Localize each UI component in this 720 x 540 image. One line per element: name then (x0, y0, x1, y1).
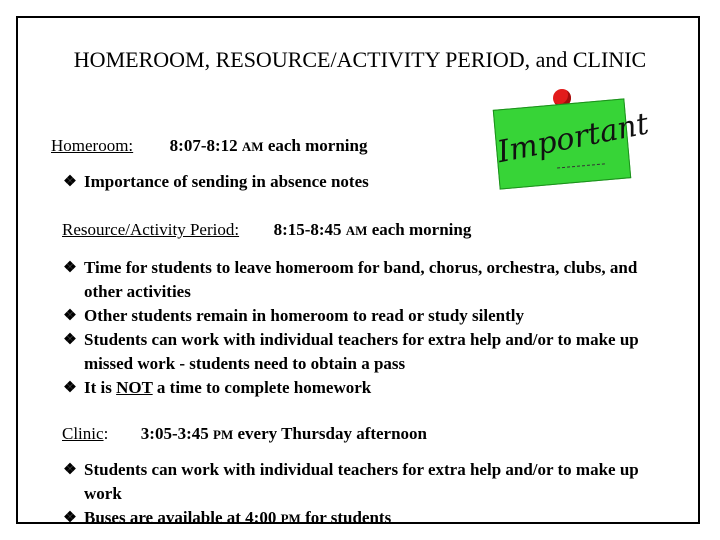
resource-suffix: each morning (371, 220, 472, 239)
homeroom-line (51, 136, 367, 156)
resource-bullets (58, 256, 668, 400)
diamond-bullet-icon: ❖ (63, 462, 77, 478)
diamond-bullet-icon: ❖ (63, 308, 77, 324)
clinic-label: Clinic (62, 424, 104, 443)
clinic-bullets (58, 458, 668, 524)
resource-ampm: AM (345, 223, 368, 238)
diamond-bullet-icon: ❖ (63, 260, 77, 276)
important-sticky-note (493, 98, 652, 189)
homeroom-suffix: each morning (267, 136, 368, 155)
slide (16, 16, 700, 524)
diamond-bullet-icon: ❖ (63, 380, 77, 396)
list-item: ❖ Students can work with individual teachers for extra help and/or to make up work (63, 460, 639, 503)
resource-line (62, 220, 471, 240)
resource-time: 8:15-8:45 (273, 220, 342, 239)
homeroom-ampm: AM (241, 139, 264, 154)
clinic-line: Clinic: 3:05-3:45 PM every Thursday afternoon (62, 424, 428, 443)
list-item: ❖ Importance of sending in absence notes (58, 170, 488, 194)
resource-label: Resource/Activity Period: (62, 220, 240, 239)
list-item: ❖ Buses are available at 4:00 PM for students (58, 506, 668, 524)
diamond-bullet-icon: ❖ (63, 510, 77, 524)
list-item: ❖ Other students remain in homeroom to read or study silently (58, 304, 668, 328)
page-title: HOMEROOM, RESOURCE/ACTIVITY PERIOD, and CLINIC (73, 47, 647, 72)
clinic-time: 3:05-3:45 (140, 424, 209, 443)
list-item: ❖ It is NOT a time to complete homework (58, 376, 668, 400)
not-emphasis: NOT (116, 378, 153, 397)
sticky-note-text: Important (494, 106, 652, 171)
homeroom-bullets (58, 170, 488, 194)
homeroom-time: 8:07-8:12 (169, 136, 238, 155)
diamond-bullet-icon: ❖ (63, 174, 77, 190)
homeroom-label: Homeroom: (51, 136, 134, 155)
sticky-note-scribble (557, 163, 605, 168)
clinic-suffix: every Thursday afternoon (237, 424, 428, 443)
diamond-bullet-icon: ❖ (63, 332, 77, 348)
clinic-ampm: PM (213, 427, 234, 442)
list-item: ❖ Students can work with individual teachers for extra help and/or to make up missed work - students need to obtain a pass (63, 330, 639, 373)
list-item: ❖ Time for students to leave homeroom for band, chorus, orchestra, clubs, and other activities (63, 258, 638, 301)
